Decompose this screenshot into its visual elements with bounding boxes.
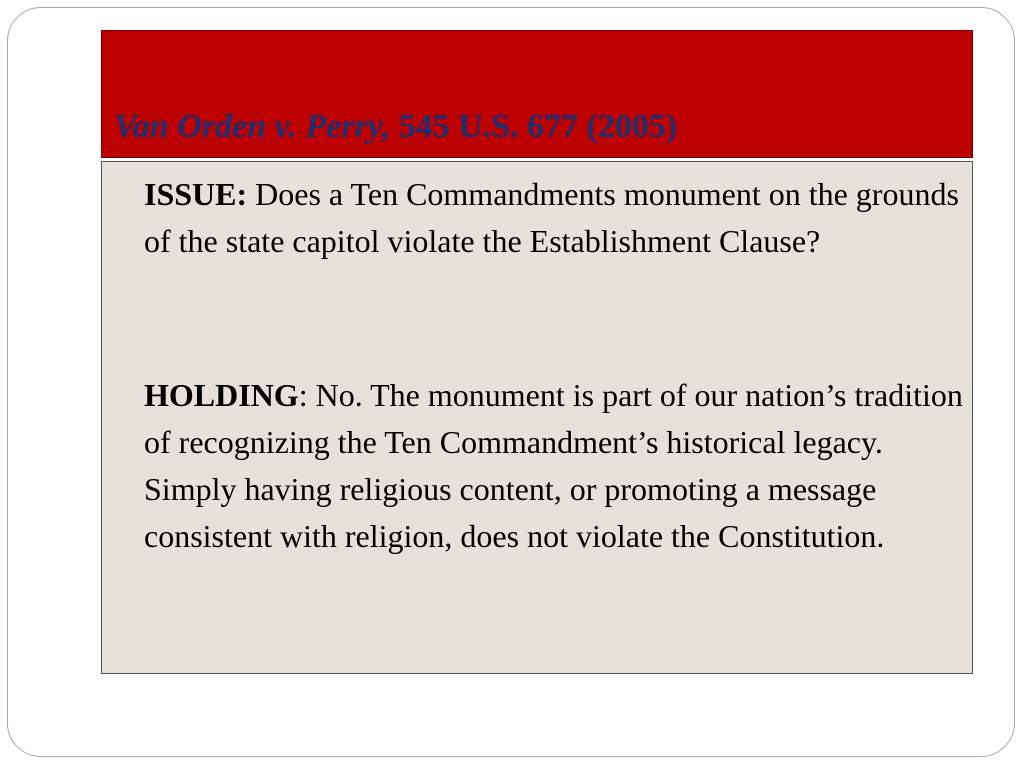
case-citation: 545 U.S. 677 (2005) <box>390 108 678 145</box>
holding-label: HOLDING <box>144 377 299 413</box>
issue-label: ISSUE: <box>144 176 248 212</box>
content-box <box>101 161 973 674</box>
holding-paragraph <box>144 372 964 560</box>
case-name: Van Orden v. Perry, <box>114 108 391 145</box>
holding-text: : No. The monument is part of our nation’s tradition of recognizing the Ten Commandment’s historical legacy. Simply having religious content, or promoting a message consistent with religion, does not violate the Constitution. <box>144 377 963 554</box>
slide-title <box>114 107 677 147</box>
issue-paragraph <box>144 171 964 265</box>
title-bar <box>101 30 973 158</box>
issue-text: Does a Ten Commandments monument on the grounds of the state capitol violate the Establishment Clause? <box>144 176 959 259</box>
